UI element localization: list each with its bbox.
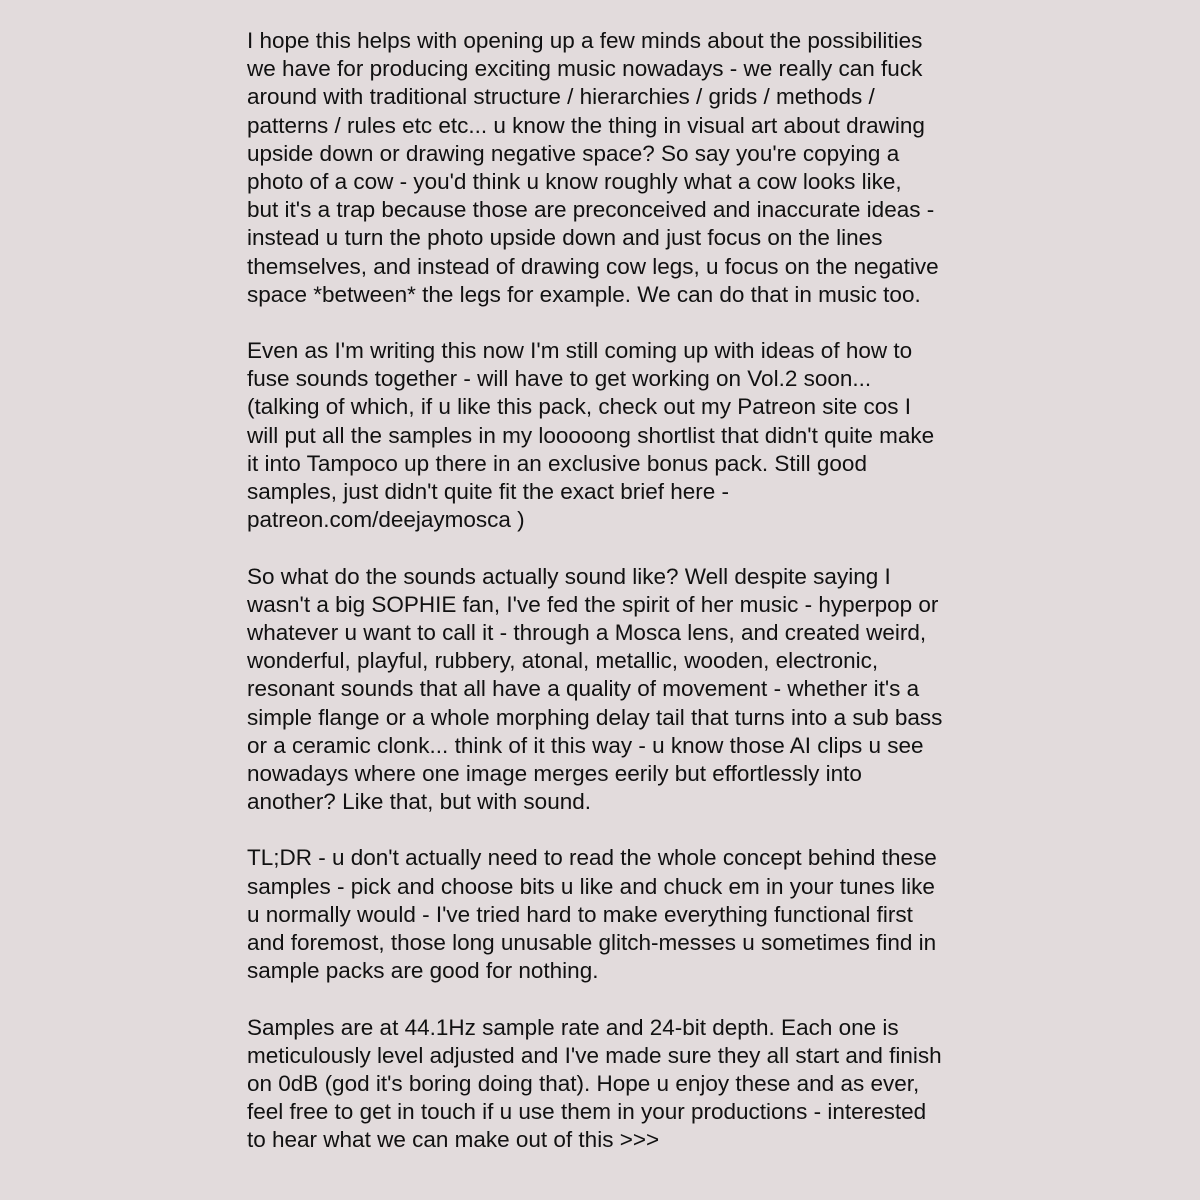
text-line: TL;DR - u don't actually need to read the whole concept behind these [247, 845, 937, 871]
patreon-link-text: patreon.com/deejaymosca ) [247, 507, 525, 533]
text-line: or a ceramic clonk... think of it this way - u know those AI clips u see [247, 732, 924, 758]
text-line: patterns / rules etc etc... u know the thing in visual art about drawing [247, 112, 925, 138]
text-line: fuse sounds together - will have to get working on Vol.2 soon... [247, 366, 872, 392]
paragraph-sound-description [247, 563, 967, 817]
text-line: will put all the samples in my looooong shortlist that didn't quite make [247, 422, 935, 448]
text-line: we have for producing exciting music nowadays - we really can fuck [247, 56, 923, 82]
text-line: another? Like that, but with sound. [247, 789, 591, 815]
text-line: and foremost, those long unusable glitch-messes u sometimes find in [247, 930, 937, 955]
paragraph-sample-specs [247, 1014, 967, 1155]
text-line: (talking of which, if u like this pack, check out my Patreon site cos I [247, 394, 912, 420]
text-line: on 0dB (god it's boring doing that). Hope u enjoy these and as ever, [247, 1070, 920, 1096]
text-line: upside down or drawing negative space? So say you're copying a [247, 140, 900, 166]
text-line: around with traditional structure / hierarchies / grids / methods / [247, 84, 875, 110]
text-line: whatever u want to call it - through a Mosca lens, and created weird, [247, 619, 927, 645]
text-line: themselves, and instead of drawing cow legs, u focus on the negative [247, 253, 939, 279]
text-line: u normally would - I've tried hard to make everything functional first [247, 901, 913, 927]
text-line: meticulously level adjusted and I've made sure they all start and finish [247, 1042, 942, 1068]
text-line: sample packs are good for nothing. [247, 958, 599, 984]
text-line: to hear what we can make out of this >>> [247, 1127, 660, 1153]
text-line: Even as I'm writing this now I'm still coming up with ideas of how to [247, 338, 913, 364]
document-body [247, 27, 967, 1183]
text-line: simple flange or a whole morphing delay tail that turns into a sub bass [247, 704, 943, 730]
paragraph-possibilities [247, 27, 967, 309]
text-line: samples, just didn't quite fit the exact brief here - [247, 479, 730, 504]
text-line: wasn't a big SOPHIE fan, I've fed the spirit of her music - hyperpop or [247, 591, 939, 617]
text-line: feel free to get in touch if u use them in your productions - interested [247, 1099, 927, 1125]
text-line: I hope this helps with opening up a few minds about the possibilities [247, 28, 923, 53]
text-line: but it's a trap because those are preconceived and inaccurate ideas - [247, 197, 935, 223]
text-line: it into Tampoco up there in an exclusive bonus pack. Still good [247, 450, 867, 476]
paragraph-vol2-patreon [247, 337, 967, 534]
text-line: So what do the sounds actually sound like? Well despite saying I [247, 563, 891, 589]
paragraph-tldr [247, 844, 967, 985]
text-line: samples - pick and choose bits u like and chuck em in your tunes like [247, 873, 935, 899]
text-line: wonderful, playful, rubbery, atonal, metallic, wooden, electronic, [247, 648, 879, 674]
text-line: space *between* the legs for example. We can do that in music too. [247, 281, 921, 307]
text-line: photo of a cow - you'd think u know roughly what a cow looks like, [247, 168, 902, 194]
text-line: resonant sounds that all have a quality of movement - whether it's a [247, 676, 920, 702]
text-line: instead u turn the photo upside down and just focus on the lines [247, 225, 883, 251]
text-line: Samples are at 44.1Hz sample rate and 24-bit depth. Each one is [247, 1014, 899, 1040]
text-line: nowadays where one image merges eerily but effortlessly into [247, 760, 862, 786]
